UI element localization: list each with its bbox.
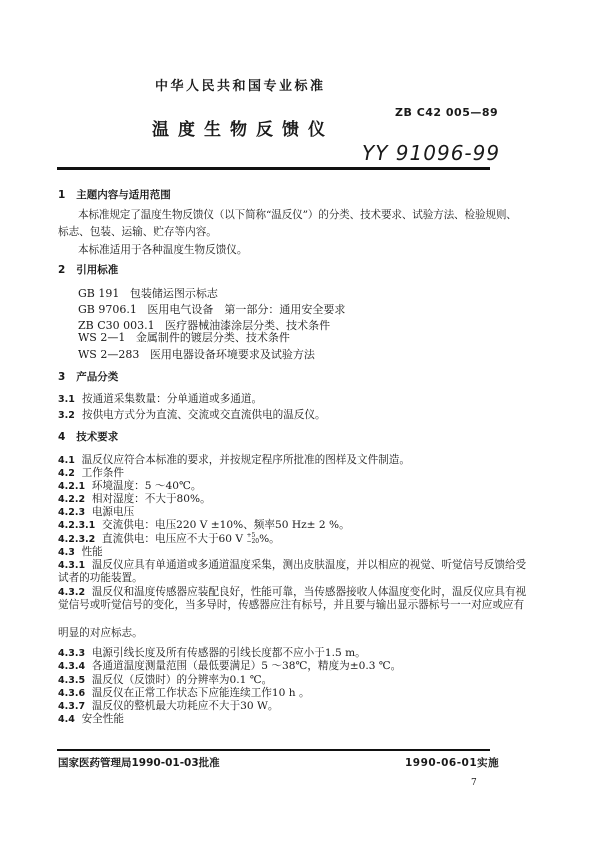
section-title: 主题内容与适用范围 — [76, 189, 171, 201]
paragraph: 标志、包装、运输、贮存等内容。 — [58, 226, 217, 238]
reference-code: WS 2—283 — [78, 348, 140, 361]
approval-text: 国家医药管理局1990-01-03批准 — [58, 757, 220, 769]
clause-number: 4.3.5 — [58, 675, 86, 686]
clause-continuation: 试者的功能装置。 — [58, 572, 143, 584]
clause-number: 4.3.3 — [58, 648, 86, 659]
clause — [58, 519, 350, 532]
section-3-heading — [58, 371, 118, 384]
reference-code: GB 191 — [78, 287, 120, 300]
section-1-heading — [58, 189, 171, 202]
clause-text: 相对湿度：不大于80%。 — [91, 493, 211, 505]
clause-number: 4.2.2 — [58, 494, 86, 505]
section-number: 2 — [58, 264, 66, 276]
section-number: 3 — [58, 371, 66, 383]
tolerance — [246, 533, 259, 545]
clause-number: 4.3.6 — [58, 688, 86, 699]
clause-text: 安全性能 — [81, 713, 124, 725]
clause-continuation: 明显的对应标志。 — [58, 627, 143, 639]
clause-text: 电源引线长度及所有传感器的引线长度都不应小于1.5 m。 — [91, 647, 366, 659]
clause-number: 4.2.3.1 — [58, 520, 96, 531]
clause — [58, 660, 401, 673]
reference-title: 医用电器设备环境要求及试验方法 — [149, 348, 315, 361]
clause-text: 温反仪在正常工作状态下应能连续工作10 h 。 — [91, 687, 310, 699]
clause — [58, 647, 366, 660]
clause-number: 4.3.1 — [58, 560, 86, 571]
reference-item — [78, 287, 218, 300]
handwritten-code: YY 91096-99 — [362, 141, 501, 165]
clause-text: 温反仪的整机最大功耗应不大于30 W。 — [91, 700, 279, 712]
header-rule — [57, 167, 490, 170]
clause-text: 交流供电：电压220 V ±10%、频率50 Hz± 2 %。 — [102, 519, 350, 531]
reference-title: 金属制件的镀层分类、技术条件 — [135, 331, 290, 344]
reference-code: WS 2—1 — [78, 331, 126, 344]
clause-number: 4.3.2 — [58, 587, 86, 598]
clause — [58, 454, 410, 467]
section-number: 1 — [58, 189, 66, 201]
clause — [58, 409, 326, 422]
reference-item — [78, 331, 290, 344]
footer-rule — [57, 749, 490, 751]
section-title: 技术要求 — [76, 431, 119, 443]
clause-text: 各通道温度测量范围（最低要满足）5 ～38℃，精度为±0.3 ℃。 — [91, 660, 402, 672]
clause-number: 3.2 — [58, 410, 75, 421]
clause-text: 按通道采集数量：分单通道或多通道。 — [82, 393, 263, 405]
clause-text: 直流供电：电压应不大于60 V — [102, 533, 244, 545]
clause — [58, 480, 201, 493]
clause-text: 环境温度：5 ～40℃。 — [91, 480, 202, 492]
tolerance-upper: +5 — [246, 532, 256, 539]
reference-title: 医用电气设备 第一部分：通用安全要求 — [147, 303, 346, 316]
reference-item — [78, 348, 315, 361]
paragraph: 本标准适用于各种温度生物反馈仪。 — [78, 244, 248, 256]
clause — [58, 586, 526, 599]
clause-number: 3.1 — [58, 394, 75, 405]
clause-text: 温反仪应具有单通道或多通道温度采集，测出皮肤温度，并以相应的视觉、听觉信号反馈给受 — [91, 559, 527, 571]
clause-text: 按供电方式分为直流、交流或交直流供电的温反仪。 — [82, 409, 326, 421]
clause — [58, 506, 134, 519]
clause — [58, 674, 272, 687]
clause-number: 4.4 — [58, 714, 75, 725]
reference-code: GB 9706.1 — [78, 303, 137, 316]
clause-number: 4.1 — [58, 455, 75, 466]
clause-text: 温反仪（反馈时）的分辨率为0.1 ℃。 — [91, 674, 273, 686]
paragraph: 本标准规定了温度生物反馈仪（以下简称“温反仪”）的分类、技术要求、试验方法、检验规则、 — [78, 209, 517, 221]
section-2-heading — [58, 264, 118, 277]
clause — [58, 713, 124, 726]
clause — [58, 467, 124, 480]
clause-number: 4.2.3.2 — [58, 534, 96, 545]
clause-number: 4.3.7 — [58, 701, 86, 712]
reference-title: 医疗器械油漆涂层分类、技术条件 — [165, 319, 331, 332]
clause — [58, 493, 211, 506]
clause — [58, 533, 280, 546]
clause-number: 4.3 — [58, 547, 75, 558]
clause-text: 工作条件 — [81, 467, 124, 479]
reference-item — [78, 303, 345, 316]
tolerance-lower: −20 — [246, 538, 260, 545]
issuer: 中华人民共和国专业标准 — [155, 79, 326, 94]
document-title: 温度生物反馈仪 — [152, 120, 334, 140]
clause — [58, 559, 526, 572]
clause-text: 温反仪和温度传感器应装配良好，性能可靠，当传感器接收人体温度变化时，温反仪应具有视 — [91, 586, 527, 598]
section-title: 产品分类 — [76, 371, 119, 383]
clause-number: 4.3.4 — [58, 661, 86, 672]
section-title: 引用标准 — [76, 264, 119, 276]
effective-date: 1990-06-01实施 — [405, 757, 500, 769]
clause — [58, 687, 310, 700]
page-number: 7 — [471, 778, 477, 788]
reference-title: 包装储运图示标志 — [129, 287, 218, 300]
clause-text: 性能 — [81, 546, 103, 558]
section-4-heading — [58, 431, 118, 444]
clause-text: 温反仪应符合本标准的要求，并按规定程序所批准的图样及文件制造。 — [81, 454, 410, 466]
clause-number: 4.2 — [58, 468, 75, 479]
clause-number: 4.2.1 — [58, 481, 86, 492]
section-number: 4 — [58, 431, 66, 443]
clause-number: 4.2.3 — [58, 507, 86, 518]
clause — [58, 393, 262, 406]
unit: %。 — [259, 533, 280, 545]
reference-code: ZB C30 003.1 — [78, 319, 155, 332]
clause-continuation: 觉信号或听觉信号的变化，当多导时，传感器应注有标号，并且要与输出显示器标号一一对应或应有 — [58, 599, 525, 611]
clause — [58, 700, 278, 713]
clause-text: 电源电压 — [91, 506, 135, 518]
standard-code: ZB C42 005—89 — [395, 106, 499, 119]
clause — [58, 546, 103, 559]
